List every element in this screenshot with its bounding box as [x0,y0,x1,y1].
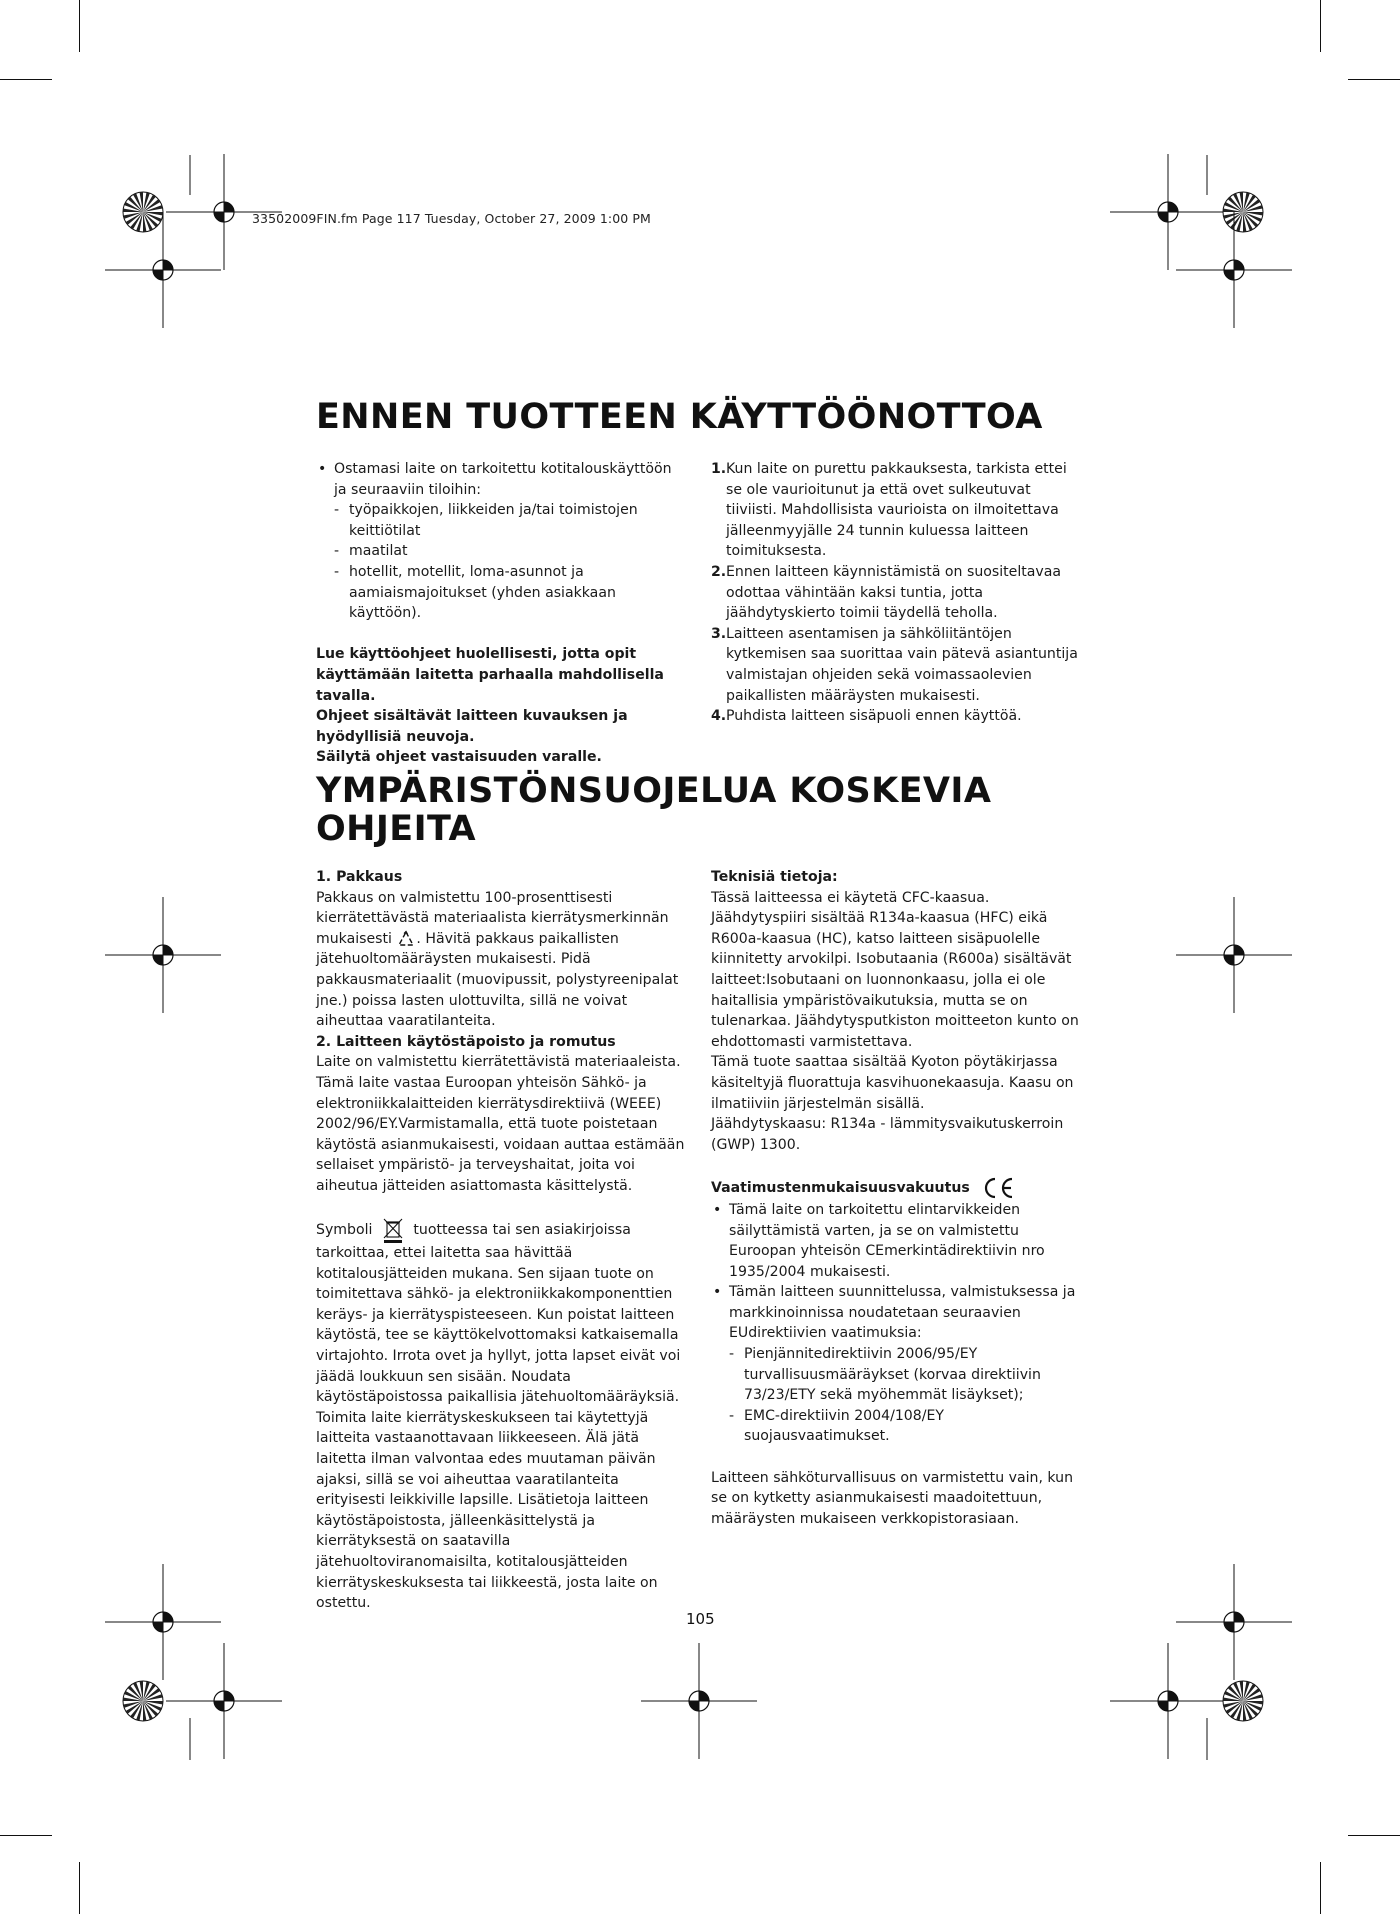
crosshair-mark [641,1643,757,1759]
dash-item: - hotellit, motellit, loma-asunnot ja aamiaismajoitukset (yhden asiakkaan käyttöön). [334,563,616,622]
crosshair-mark [166,1643,282,1759]
section2-left-column [316,867,686,1614]
numbered-item: 2. Ennen laitteen käynnistämistä on suositeltavaa odottaa vähintään kaksi tuntia, jotta jäähdytyskierto toimii täydellä teholla. [711,563,1062,622]
bold-note: Lue käyttöohjeet huolellisesti, jotta opit käyttämään laitetta parhaalla mahdollisella tavalla. [316,646,664,704]
packaging-text: Pakkaus on valmistettu 100-prosenttisesti kierrätettävästä materiaalista kierrätysmerkinnän mukaisesti . Hävitä pakkaus paikallisten jätehuoltomääräysten mukaisesti. Pidä pakkausmateriaalit (muovipussit, polystyreenipalat jne.) poissa lasten ulottuvilta, sillä ne voivat aiheuttaa vaaratilanteita. [316,889,679,1030]
bold-note: Ohjeet sisältävät laitteen kuvauksen ja hyödyllisiä neuvoja. [316,708,628,745]
numbered-item: 1. Kun laite on purettu pakkauksesta, tarkista ettei se ole vaurioitunut ja että ovet sulkeutuvat tiiviisti. Mahdollisista vaurioista on ilmoitettava jälleenmyyjälle 24 tunnin kuluessa laitteen toimituksesta. [711,461,1067,560]
conformity-dash-item: - EMC-direktiivin 2004/108/EY suojausvaatimukset. [729,1407,944,1445]
starburst-mark [123,192,163,232]
section1-right-column [711,459,1081,727]
tech-text: Tässä laitteessa ei käytetä CFC-kaasua. Jäähdytyspiiri sisältää R134a-kaasua (HFC) eikä R600a-kaasua (HC), katso laitteen sisäpuolelle kiinnitetty arvokilpi. Isobutaania (R600a) sisältävät laitteet:Isobutaani on luonnonkaasu, jolla ei ole haitallisia ympäristövaikutuksia, mutta se on tulenarkaa. Jäähdytysputkiston moitteeton kunto on ehdottomasti varmistettava. [711,889,1079,1050]
page-number: 105 [686,1610,715,1628]
numbered-item: 4. Puhdista laitteen sisäpuoli ennen käyttöä. [711,708,1022,725]
bold-note: Säilytä ohjeet vastaisuuden varalle. [316,749,602,766]
crosshair-mark [1110,154,1226,270]
crosshair-mark [105,212,221,328]
conformity-bullet: • Tämä laite on tarkoitettu elintarvikkeiden säilyttämistä varten, ja se on valmistettu Euroopan yhteisön CEmerkintädirektiivin nro 1935/2004 mukaisesti. [711,1200,1081,1282]
dash-item: - työpaikkojen, liikkeiden ja/tai toimistojen keittiötilat [334,502,638,539]
file-info-header: 33502009FIN.fm Page 117 Tuesday, October 27, 2009 1:00 PM [252,211,651,226]
tech-heading: Teknisiä tietoja: [711,869,838,885]
section-title-before-use: ENNEN TUOTTEEN KÄYTTÖÖNOTTOA [316,397,1043,437]
kyoto-text: Tämä tuote saattaa sisältää Kyoton pöytäkirjassa käsiteltyjä fluorattuja kasvihuonekaasuja. Kaasu on ilmatiiviin järjestelmän sisällä. [711,1054,1074,1112]
disposal-heading: 2. Laitteen käytöstäpoisto ja romutus [316,1033,616,1050]
dash-item: - maatilat [334,543,408,560]
conformity-heading: Vaatimustenmukaisuusvakuutus [711,1176,1081,1200]
ce-mark-icon [981,1176,1015,1200]
section-title-environment: YMPÄRISTÖNSUOJELUA KOSKEVIA OHJEITA [316,771,992,849]
starburst-mark [1223,192,1263,232]
conformity-bullet: • Tämän laitteen suunnittelussa, valmistuksessa ja markkinoinnissa noudatetaan seuraavien EUdirektiivien vaatimuksia: [711,1282,1081,1344]
symbol-text: Symboli tuotteessa tai sen asiakirjoissa tarkoittaa, ettei laitetta saa hävittää kotitalousjätteiden mukana. Sen sijaan tuote on toimitettava sähkö- ja elektroniikkakomponenttien keräys- ja kierrätyspisteeseen. Kun poistat laitteen käytöstä, tee se käyttökelvottomaksi katkaisemalla virtajohto. Irrota ovet ja hyllyt, jotta lapset eivät voi jäädä loukkuun sen sisään. Noudata käytöstäpoistossa paikallisia jätehuoltomääräyksiä. Toimita laite kierrätyskeskukseen tai käytettyjä laitteita vastaanottavaan liikkeeseen. Älä jätä laitetta ilman valvontaa edes muutaman päivän ajaksi, sillä se voi aiheuttaa vaaratilanteita erityisesti leikkiville lapsille. Lisätietoja laitteen käytöstäpoistosta, jälleenkäsittelystä ja kierrätyksestä on saatavilla jätehuoltoviranomaisilta, kotitalousjätteiden kierrätyskeskuksesta tai liikkeestä, josta laite on ostettu. [316,1217,686,1614]
section1-left-column [316,459,686,768]
crosshair-mark [1110,1643,1226,1759]
gas-text: Jäähdytyskaasu: R134a - lämmitysvaikutuskerroin (GWP) 1300. [711,1116,1064,1153]
packaging-heading: 1. Pakkaus [316,869,403,885]
bullet-intro: • Ostamasi laite on tarkoitettu kotitalouskäyttöön ja seuraaviin tiloihin: [316,459,686,500]
conformity-dash-item: - Pienjännitedirektiivin 2006/95/EY turvallisuusmääräykset (korvaa direktiivin 73/23/ETY sekä myöhemmät lisäykset); [729,1346,1041,1404]
numbered-item: 3. Laitteen asentamisen ja sähköliitäntöjen kytkemisen saa suorittaa vain pätevä asiantuntija valmistajan ohjeiden sekä voimassaolevien paikallisten määräysten mukaisesti. [711,625,1078,704]
disposal-text: Laite on valmistettu kierrätettävistä materiaaleista. Tämä laite vastaa Euroopan yhteisön Sähkö- ja elektroniikkalaitteiden kierrätysdirektiivä (WEEE) 2002/96/EY.Varmistamalla, että tuote poistetaan käytöstä asianmukaisesti, voidaan auttaa estämään sellaiset ympäristö- ja terveyshaitat, joita voi aiheutua jätteiden asiattomasta käsittelystä. [316,1054,685,1194]
starburst-mark [123,1681,163,1721]
crosshair-mark [105,897,221,1013]
crosshair-mark [1176,1564,1292,1680]
crosshair-mark [1176,212,1292,328]
starburst-mark [1223,1681,1263,1721]
weee-bin-icon [381,1217,405,1243]
safety-text: Laitteen sähköturvallisuus on varmistettu vain, kun se on kytketty asianmukaisesti maadoitettuun, määräysten mukaiseen verkkopistorasiaan. [711,1469,1073,1527]
recycle-icon [396,930,416,948]
crosshair-mark [105,1564,221,1680]
crosshair-mark [1176,897,1292,1013]
section2-right-column [711,867,1081,1529]
